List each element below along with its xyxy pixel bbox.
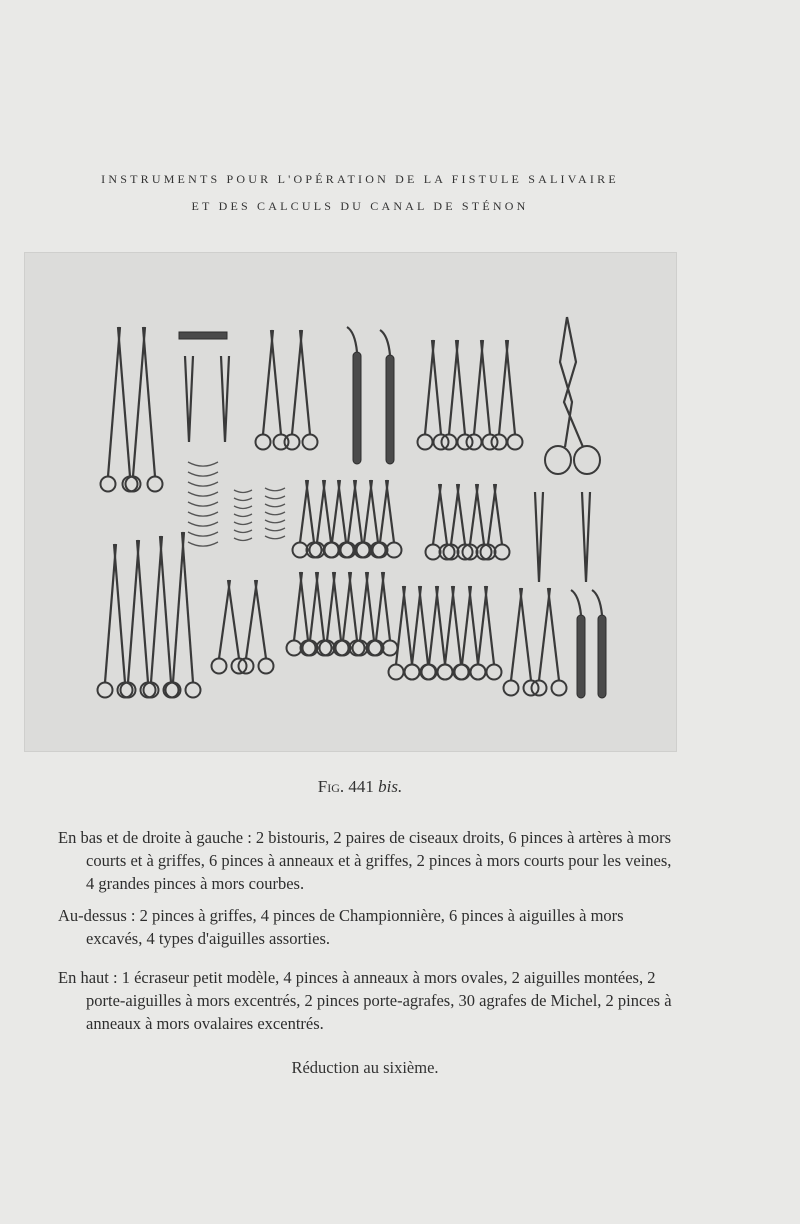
figure-caption	[260, 777, 460, 797]
ring-forceps-ring	[467, 435, 482, 450]
scalpel-blade	[592, 590, 602, 615]
curved-needle	[188, 512, 218, 516]
ring-griffe-forceps-shaft	[469, 586, 478, 665]
curved-forceps-shaft	[160, 536, 171, 683]
plate-title-line-2: ET DES CALCULS DU CANAL DE STÉNON	[191, 199, 529, 213]
scalpel-handle	[598, 615, 606, 698]
griffe-forceps	[582, 492, 590, 582]
needle-forceps-shaft	[386, 480, 394, 543]
needle-holder-ring	[303, 435, 318, 450]
reduction-note: Réduction au sixième.	[291, 1058, 439, 1077]
curved-needle	[265, 496, 285, 499]
championniere-forceps-ring	[495, 545, 510, 560]
figure-number: 441	[348, 777, 374, 796]
long-forceps-ring	[148, 477, 163, 492]
ecraseur	[560, 317, 583, 447]
ring-forceps-shaft	[456, 340, 465, 435]
needle-forceps-ring	[325, 543, 340, 558]
ring-griffe-forceps-ring	[487, 665, 502, 680]
legend-middle-row: Au-dessus : 2 pinces à griffes, 4 pinces de Championnière, 6 pinces à aiguilles à mors excavés, 4 types d'aiguilles assorties.	[58, 906, 624, 948]
curved-needle	[234, 490, 252, 492]
artery-forceps-shaft	[349, 572, 357, 641]
scissors-shaft	[548, 588, 559, 681]
needle-holder-shaft	[300, 330, 310, 435]
ring-griffe-forceps-shaft	[485, 586, 494, 665]
artery-forceps-ring	[383, 641, 398, 656]
curved-forceps-shaft	[114, 544, 125, 683]
curved-needle	[265, 488, 285, 491]
curved-needle	[188, 482, 218, 486]
curved-needle	[265, 528, 285, 531]
scissors-shaft	[539, 588, 550, 681]
ecraseur-ring	[545, 446, 571, 474]
ring-griffe-forceps-shaft	[419, 586, 428, 665]
curved-needle	[265, 512, 285, 515]
vein-forceps-ring	[212, 659, 227, 674]
ring-griffe-forceps-shaft	[452, 586, 461, 665]
ring-griffe-forceps-shaft	[436, 586, 445, 665]
figure-label: Fig.	[317, 777, 345, 796]
curved-forceps-shaft	[128, 540, 139, 683]
needle-forceps-shaft	[370, 480, 378, 543]
ring-forceps-shaft	[481, 340, 490, 435]
curved-needle	[234, 522, 252, 524]
artery-forceps-shaft	[333, 572, 341, 641]
scissors-shaft	[520, 588, 531, 681]
ring-griffe-forceps-ring	[422, 665, 437, 680]
ring-forceps-ring	[458, 435, 473, 450]
ring-forceps-shaft	[506, 340, 515, 435]
needle-holder-ring	[285, 435, 300, 450]
ring-griffe-forceps-ring	[471, 665, 486, 680]
needle-holder-ring	[256, 435, 271, 450]
ring-forceps-ring	[508, 435, 523, 450]
curved-needle	[234, 538, 252, 540]
vein-forceps-shaft	[255, 580, 266, 659]
ring-forceps-ring	[483, 435, 498, 450]
curved-needle	[188, 472, 218, 476]
needle-forceps-shaft	[323, 480, 331, 543]
curved-needle	[188, 532, 218, 536]
artery-forceps-shaft	[316, 572, 324, 641]
needle-forceps-ring	[387, 543, 402, 558]
curved-needle	[188, 542, 218, 546]
instruments-photograph	[24, 252, 677, 752]
championniere-forceps-shaft	[494, 484, 502, 545]
championniere-forceps-ring	[426, 545, 441, 560]
curved-forceps-shaft	[137, 540, 148, 683]
championniere-forceps-shaft	[457, 484, 465, 545]
mounted-needle-handle	[386, 355, 394, 464]
plate-title-line-1: INSTRUMENTS POUR L'OPÉRATION DE LA FISTULE SALIVAIRE	[101, 172, 619, 186]
ring-griffe-forceps-ring	[438, 665, 453, 680]
vein-forceps-shaft	[228, 580, 239, 659]
tweezers	[221, 356, 229, 442]
curved-forceps-shaft	[182, 532, 193, 683]
curved-needle	[188, 462, 218, 466]
scalpel-blade	[571, 590, 581, 615]
scissors-ring	[552, 681, 567, 696]
scissors-shaft	[511, 588, 522, 681]
artery-forceps-shaft	[366, 572, 374, 641]
artery-forceps-shaft	[382, 572, 390, 641]
needle-forceps-shaft	[354, 480, 362, 543]
scissors-ring	[504, 681, 519, 696]
curved-needle	[234, 498, 252, 500]
long-forceps-shaft	[133, 327, 145, 477]
needle-holder-shaft	[271, 330, 281, 435]
championniere-forceps-shaft	[476, 484, 484, 545]
long-forceps-ring	[101, 477, 116, 492]
curved-forceps-ring	[186, 683, 201, 698]
curved-needle	[234, 514, 252, 516]
mounted-needle-blade	[347, 327, 357, 352]
ring-forceps-shaft	[432, 340, 441, 435]
ring-forceps-ring	[418, 435, 433, 450]
curved-forceps-shaft	[151, 536, 162, 683]
figure-suffix: bis.	[378, 777, 403, 796]
clip-holder	[179, 332, 227, 339]
vein-forceps-shaft	[246, 580, 257, 659]
mounted-needle-blade	[380, 330, 390, 355]
ring-griffe-forceps-shaft	[403, 586, 412, 665]
curved-needle	[188, 492, 218, 496]
curved-needle	[188, 502, 218, 506]
curved-needle	[265, 536, 285, 539]
curved-forceps-shaft	[173, 532, 184, 683]
needle-forceps-ring	[293, 543, 308, 558]
instruments-illustration	[24, 252, 677, 752]
long-forceps-shaft	[143, 327, 155, 477]
curved-needle	[234, 530, 252, 532]
artery-forceps-ring	[287, 641, 302, 656]
ring-griffe-forceps-ring	[455, 665, 470, 680]
vein-forceps-ring	[259, 659, 274, 674]
legend-bottom-row: En bas et de droite à gauche : 2 bistouris, 2 paires de ciseaux droits, 6 pinces à artères à mors courts et à griffes, 6 pinces à anneaux et à griffes, 2 pinces à mors courts pour les veines, 4 grandes pinces à mors courbes.	[58, 828, 672, 893]
curved-needle	[234, 506, 252, 508]
needle-forceps-shaft	[338, 480, 346, 543]
ring-forceps-ring	[492, 435, 507, 450]
championniere-forceps-shaft	[439, 484, 447, 545]
curved-forceps-ring	[98, 683, 113, 698]
curved-needle	[265, 504, 285, 507]
scalpel-handle	[577, 615, 585, 698]
curved-needle	[188, 522, 218, 526]
artery-forceps-shaft	[300, 572, 308, 641]
tweezers	[185, 356, 193, 442]
vein-forceps-shaft	[219, 580, 230, 659]
needle-forceps-shaft	[306, 480, 314, 543]
curved-forceps-shaft	[105, 544, 116, 683]
ring-griffe-forceps-ring	[389, 665, 404, 680]
mounted-needle-handle	[353, 352, 361, 464]
legend-top-row: En haut : 1 écraseur petit modèle, 4 pinces à anneaux à mors ovales, 2 aiguilles montées, 2 porte-aiguilles à mors excentrés, 2 pinces porte-agrafes, 30 agrafes de Michel, 2 pinces à anneaux à mors ovalaires excentrés.	[58, 968, 672, 1033]
ring-griffe-forceps-ring	[405, 665, 420, 680]
long-forceps-shaft	[108, 327, 120, 477]
ecraseur-ring	[574, 446, 600, 474]
curved-needle	[265, 520, 285, 523]
long-forceps-shaft	[118, 327, 130, 477]
griffe-forceps	[535, 492, 543, 582]
